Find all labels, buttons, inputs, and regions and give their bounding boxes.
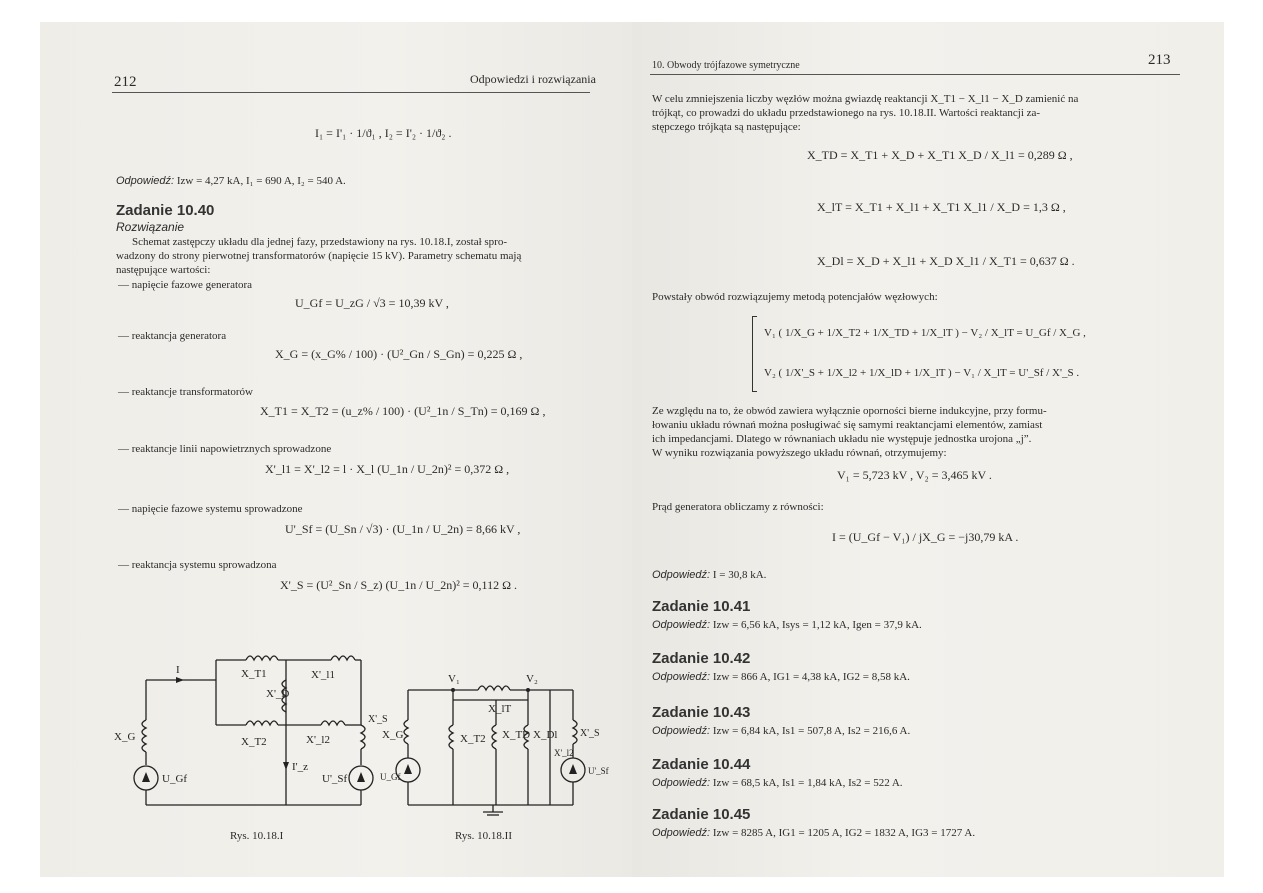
paragraph-line: W wyniku rozwiązania powyższego układu równań, otrzymujemy:: [652, 447, 947, 459]
fig1-label-xd: X'_D: [266, 688, 290, 700]
paragraph-line: Powstały obwód rozwiązujemy metodą potencjałów węzłowych:: [652, 291, 938, 303]
fig1-label-ug: U_Gf: [162, 773, 188, 785]
formula-currents: I₁ = I'₁ · 1/ϑ₁ , I₂ = I'₂ · 1/ϑ₂ .: [315, 126, 452, 140]
paragraph-line: wadzony do strony pierwotnej transformatorów (napięcie 15 kV). Parametry schematu mają: [116, 250, 522, 262]
answer-line: [652, 670, 910, 684]
system-equation-2: V₂ ( 1/X'_S + 1/X_l2 + 1/X_lD + 1/X_lT ) − V₁ / X_lT = U'_Sf / X'_S .: [764, 367, 1080, 379]
answer-text: Izw = 866 A, IG1 = 4,38 kA, IG2 = 8,58 kA.: [712, 671, 910, 683]
answer-line: [652, 568, 766, 582]
figure-caption: Rys. 10.18.I: [230, 830, 284, 842]
figure-caption: Rys. 10.18.II: [455, 830, 513, 842]
fig1-label-i: I: [176, 664, 180, 676]
task-title: Zadanie 10.43: [652, 704, 751, 721]
equation: X_TD = X_T1 + X_D + X_T1 X_D / X_l1 = 0,289 Ω ,: [807, 148, 1073, 162]
fig2-label-xs: X'_S: [580, 728, 600, 739]
paragraph-line: następujące wartości:: [116, 264, 211, 276]
paragraph-line: stępczego trójkąta są następujące:: [652, 121, 801, 133]
answer-label: Odpowiedź:: [652, 827, 711, 839]
answer-line: [652, 776, 903, 790]
answer-label: Odpowiedź:: [652, 777, 711, 789]
task-title: Zadanie 10.45: [652, 806, 751, 823]
fig2-label-us: U'_Sf: [588, 766, 609, 776]
answer-text: Izw = 6,56 kA, Isys = 1,12 kA, Igen = 37,9 kA.: [712, 619, 922, 631]
equation: X_T1 = X_T2 = (u_z% / 100) · (U²_1n / S_Tn) = 0,169 Ω ,: [260, 404, 546, 418]
answer-text: Izw = 4,27 kA, I₁ = 690 A, I₂ = 540 A.: [176, 175, 346, 187]
fig1-label-xg: X_G: [114, 731, 136, 743]
paragraph-line: trójkąt, co prowadzi do układu przedstawionego na rys. 10.18.II. Wartości reaktancji za-: [652, 107, 1041, 119]
header-rule: [112, 92, 590, 93]
task-title: Zadanie 10.41: [652, 598, 751, 615]
list-item: — napięcie fazowe generatora: [118, 279, 253, 291]
page-number: 212: [114, 74, 137, 90]
answer-line: [116, 174, 346, 188]
fig2-label-xtd: X_TD: [502, 729, 531, 741]
paragraph-line: Prąd generatora obliczamy z równości:: [652, 501, 824, 513]
circuit-diagram-fig2: [378, 670, 618, 820]
answer-label: Odpowiedź:: [652, 671, 711, 683]
equation: X_Dl = X_D + X_l1 + X_D X_l1 / X_T1 = 0,637 Ω .: [817, 254, 1075, 268]
fig2-label-xdl: X_Dl: [533, 729, 558, 741]
answer-label: Odpowiedź:: [652, 619, 711, 631]
right-page: [632, 22, 1224, 877]
task-title: Zadanie 10.40: [116, 202, 215, 219]
answer-label: Odpowiedź:: [116, 175, 175, 187]
fig1-label-xt2: X_T2: [241, 736, 267, 748]
answer-label: Odpowiedź:: [652, 569, 711, 581]
list-item: — reaktancja systemu sprowadzona: [118, 559, 277, 571]
header-rule: [650, 74, 1180, 75]
fig1-label-us: U'_Sf: [322, 773, 348, 785]
fig1-label-xt1: X_T1: [241, 668, 267, 680]
answer-text: I = 30,8 kA.: [712, 569, 767, 581]
paragraph-line: ich impedancjami. Dlatego w równaniach układu nie występuje jednostka urojona „j”.: [652, 433, 1032, 445]
answer-text: Izw = 68,5 kA, Is1 = 1,84 kA, Is2 = 522 A.: [712, 777, 903, 789]
system-brace: [752, 316, 757, 392]
equation: U'_Sf = (U_Sn / √3) · (U_1n / U_2n) = 8,66 kV ,: [285, 522, 521, 536]
paragraph-line: łowaniu układu równań można posługiwać się samymi reaktancjami elementów, zamiast: [652, 419, 1043, 431]
equation-current: I = (U_Gf − V₁) / jX_G = −j30,79 kA .: [832, 530, 1019, 544]
equation: U_Gf = U_zG / √3 = 10,39 kV ,: [295, 296, 449, 310]
result-voltages: V₁ = 5,723 kV , V₂ = 3,465 kV .: [837, 468, 992, 482]
equation: X_lT = X_T1 + X_l1 + X_T1 X_l1 / X_D = 1,3 Ω ,: [817, 200, 1066, 214]
left-page: [40, 22, 632, 877]
answer-text: Izw = 6,84 kA, Is1 = 507,8 A, Is2 = 216,6 A.: [712, 725, 911, 737]
list-item: — napięcie fazowe systemu sprowadzone: [118, 503, 303, 515]
fig2-label-v2: V₂: [526, 673, 538, 685]
paragraph-line: Schemat zastępczy układu dla jednej fazy, przedstawiony na rys. 10.18.I, został spro-: [132, 236, 507, 248]
fig2-label-xg: X_G: [382, 729, 404, 741]
list-item: — reaktancje transformatorów: [118, 386, 253, 398]
answer-line: [652, 724, 910, 738]
fig1-label-iz: I'_z: [292, 761, 309, 773]
answer-text: Izw = 8285 A, IG1 = 1205 A, IG2 = 1832 A, IG3 = 1727 A.: [712, 827, 976, 839]
equation: X'_l1 = X'_l2 = l · X_l (U_1n / U_2n)² = 0,372 Ω ,: [265, 462, 510, 476]
fig2-label-xl2: X'_l2: [554, 748, 574, 758]
fig1-label-xl1: X'_l1: [311, 669, 335, 681]
fig2-label-xl: X_lT: [488, 703, 512, 715]
answer-label: Odpowiedź:: [652, 725, 711, 737]
book-spread: [40, 22, 1224, 877]
fig1-label-xl2: X'_l2: [306, 734, 330, 746]
list-item: — reaktancja generatora: [118, 330, 227, 342]
equation: X_G = (x_G% / 100) · (U²_Gn / S_Gn) = 0,225 Ω ,: [275, 347, 523, 361]
paragraph-line: W celu zmniejszenia liczby węzłów można gwiazdę reaktancji X_T1 − X_l1 − X_D zamienić na: [652, 93, 1079, 105]
page-number: 213: [1148, 52, 1171, 68]
circuit-diagram-fig1: [106, 650, 388, 810]
running-head: Odpowiedzi i rozwiązania: [470, 72, 596, 86]
solution-label: Rozwiązanie: [116, 220, 185, 234]
task-title: Zadanie 10.44: [652, 756, 751, 773]
fig2-label-xt2: X_T2: [460, 733, 486, 745]
system-equation-1: V₁ ( 1/X_G + 1/X_T2 + 1/X_TD + 1/X_lT ) − V₂ / X_lT = U_Gf / X_G ,: [764, 327, 1086, 339]
fig2-label-v1: V₁: [448, 673, 460, 685]
answer-line: [652, 618, 922, 632]
paragraph-line: Ze względu na to, że obwód zawiera wyłącznie oporności bierne indukcyjne, przy formu-: [652, 405, 1047, 417]
task-title: Zadanie 10.42: [652, 650, 751, 667]
fig1-label-xs: X'_S: [368, 714, 388, 725]
equation: X'_S = (U²_Sn / S_z) (U_1n / U_2n)² = 0,112 Ω .: [280, 578, 518, 592]
list-item: — reaktancje linii napowietrznych sprowadzone: [118, 443, 332, 455]
running-head: 10. Obwody trójfazowe symetryczne: [652, 60, 800, 71]
fig2-label-ug: U_Gf: [380, 772, 401, 782]
answer-line: [652, 826, 975, 840]
